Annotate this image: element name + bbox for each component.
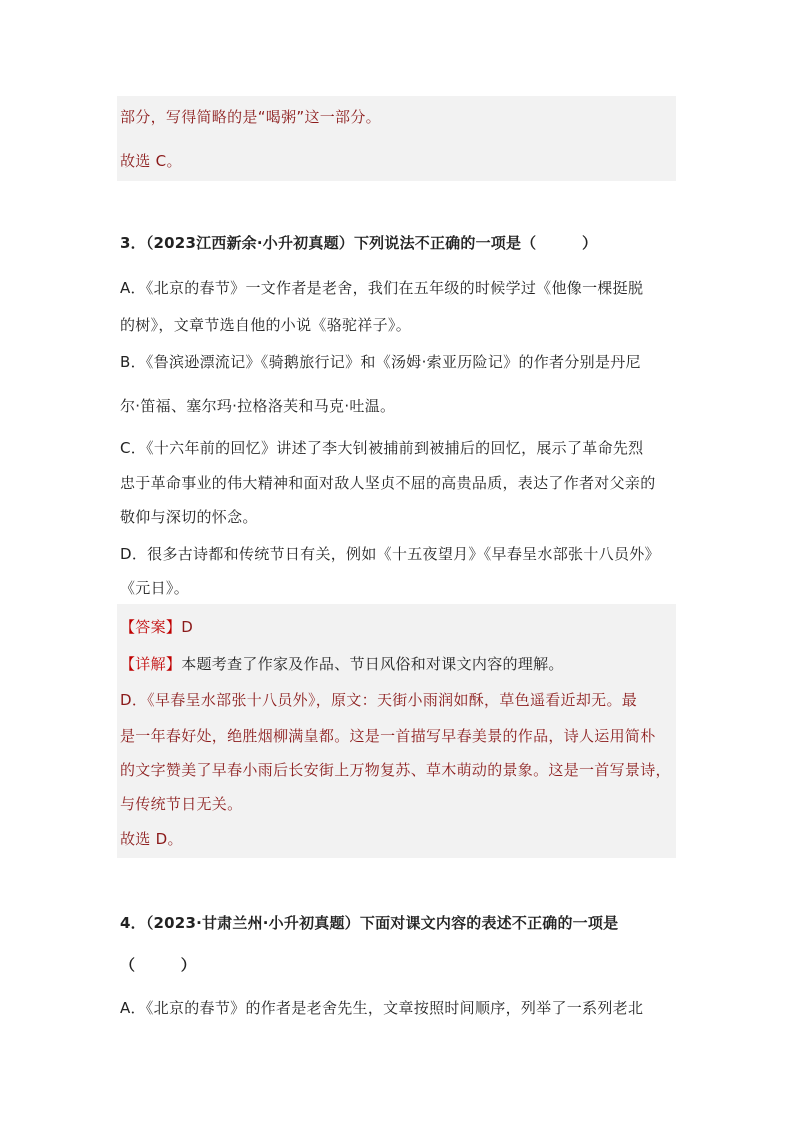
q3-option-c-line-3: 敬仰与深切的怀念。 — [120, 508, 258, 526]
q3-option-a-line-2: 的树》，文章节选自他的小说《骆驼祥子》。 — [120, 316, 412, 334]
q3-option-b-line-1: B．《鲁滨逊漂流记》《骑鹅旅行记》和《汤姆·索亚历险记》的作者分别是丹尼 — [120, 353, 641, 371]
detail-text: 本题考查了作家及作品、节日风俗和对课文内容的理解。 — [181, 655, 564, 673]
q3-option-c-line-2: 忠于革命事业的伟大精神和面对敌人坚贞不屈的高贵品质，表达了作者对父亲的 — [120, 474, 656, 492]
answer-value: D — [181, 618, 194, 636]
q4-option-a-line-1: A．《北京的春节》的作者是老舍先生，文章按照时间顺序，列举了一系列老北 — [120, 999, 644, 1017]
answer-tag: 【答案】 — [120, 618, 182, 636]
question-4-title: 4．（2023·甘肃兰州·小升初真题）下面对课文内容的表述不正确的一项是 — [120, 914, 619, 932]
q3-option-d-line-1: D．很多古诗都和传统节日有关，例如《十五夜望月》《早春呈水部张十八员外》 — [120, 545, 660, 563]
q3-explanation-line-3: 的文字赞美了早春小雨后长安街上万物复苏、草木萌动的景象。这是一首写景诗， — [120, 761, 671, 779]
prev-answer-choice: 故选 C。 — [120, 152, 182, 170]
q3-explanation-line-1: D．《早春呈水部张十八员外》，原文：天街小雨润如酥，草色遥看近却无。最 — [120, 691, 638, 709]
q3-choice: 故选 D。 — [120, 830, 183, 848]
question-3-title: 3．（2023江西新余·小升初真题）下列说法不正确的一项是（ ） — [120, 234, 598, 252]
q3-option-b-line-2: 尔·笛福、塞尔玛·拉格洛芙和马克·吐温。 — [120, 397, 396, 415]
q3-answer-line — [120, 617, 193, 637]
prev-answer-line-1: 部分，写得简略的是“喝粥”这一部分。 — [120, 108, 381, 126]
q3-option-a-line-1: A．《北京的春节》一文作者是老舍，我们在五年级的时候学过《他像一棵挺脱 — [120, 279, 644, 297]
question-4-paren: （ ） — [120, 956, 197, 974]
q3-explanation-line-4: 与传统节日无关。 — [120, 795, 243, 813]
detail-tag: 【详解】 — [120, 655, 182, 673]
q3-option-c-line-1: C．《十六年前的回忆》讲述了李大钊被捕前到被捕后的回忆，展示了革命先烈 — [120, 439, 644, 457]
q3-detail-line — [120, 654, 564, 674]
q3-option-d-line-2: 《元日》。 — [120, 579, 190, 597]
q3-explanation-line-2: 是一年春好处，绝胜烟柳满皇都。这是一首描写早春美景的作品，诗人运用简朴 — [120, 727, 656, 745]
